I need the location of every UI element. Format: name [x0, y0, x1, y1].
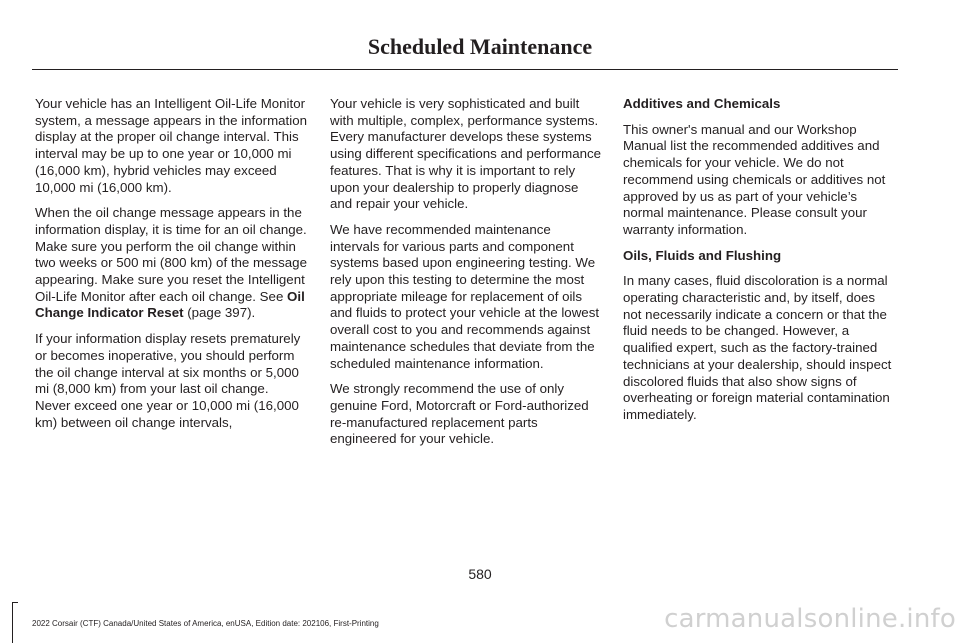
column-right: [623, 96, 895, 433]
page-title: Scheduled Maintenance: [367, 34, 593, 59]
paragraph-additives: This owner's manual and our Workshop Manual list the recommended additives and chemicals for your vehicle. We do not recommend using chemicals or additives not approved by us as part of your vehicle’s normal maintenance. Please consult your warranty information.: [623, 121, 886, 237]
paragraph-display-reset: If your information display resets prematurely or becomes inoperative, you should perform the oil change interval at six months or 5,000 mi (8,000 km) from your last oil change. Never exceed one year or 10,000 mi (16,000 km) between oil change intervals,: [35, 331, 301, 430]
heading-oils-fluids-flushing: Oils, Fluids and Flushing: [623, 247, 782, 263]
crop-mark-tick: [12, 602, 18, 603]
heading-additives-chemicals: Additives and Chemicals: [623, 96, 781, 111]
paragraph-vehicle-systems: Your vehicle is very sophisticated and built with multiple, complex, performance systems. Every manufacturer develops these systems using different specifications and performance features. That is why it is important to rely upon your dealership to properly diagnose and repair your vehicle.: [330, 96, 602, 212]
column-middle: [330, 96, 602, 457]
column-left: [35, 96, 307, 440]
paragraph-fluid-discoloration: In many cases, fluid discoloration is a normal operating characteristic and, by itself, does not necessarily indicate a concern or that the fluid needs to be changed. However, a qualified expert, such as the factory-trained technicians at your dealership, should inspect discolored fluids that also show signs of overheating or foreign material contamination immediately.: [623, 273, 892, 422]
page-number: 580: [468, 566, 492, 582]
page-reference: (page 397).: [183, 305, 256, 321]
oil-change-reset-link[interactable]: Oil Change Indicator Reset: [35, 288, 305, 321]
paragraph-genuine-parts: We strongly recommend the use of only genuine Ford, Motorcraft or Ford-authorized re-manufactured replacement parts engineered for your vehicle.: [330, 381, 589, 447]
watermark: carmanualsonline.info: [664, 604, 956, 634]
paragraph-maintenance-intervals: We have recommended maintenance intervals for various parts and component systems based upon engineering testing. We rely upon this testing to determine the most appropriate mileage for replacement of oils and fluids to protect your vehicle at the lowest overall cost to you and recommends against maintenance schedules that deviate from the scheduled maintenance information.: [330, 221, 600, 371]
paragraph-oil-change-message: [35, 205, 307, 322]
crop-mark: [12, 602, 13, 643]
paragraph-oil-life-monitor: Your vehicle has an Intelligent Oil-Life Monitor system, a message appears in the information display at the proper oil change interval. This interval may be up to one year or 10,000 mi (16,000 km), hybrid vehicles may exceed 10,000 mi (16,000 km).: [35, 96, 307, 195]
paragraph-text: When the oil change message appears in the information display, it is time for an oil change. Make sure you perform the oil change within two weeks or 500 mi (800 km) of the message appearing. Make sure you reset the Intelligent Oil-Life Monitor after each oil change. See: [35, 205, 307, 304]
header-divider: [32, 69, 898, 70]
footer-edition-info: 2022 Corsair (CTF) Canada/United States of America, enUSA, Edition date: 202106, First-Printing: [32, 619, 379, 628]
